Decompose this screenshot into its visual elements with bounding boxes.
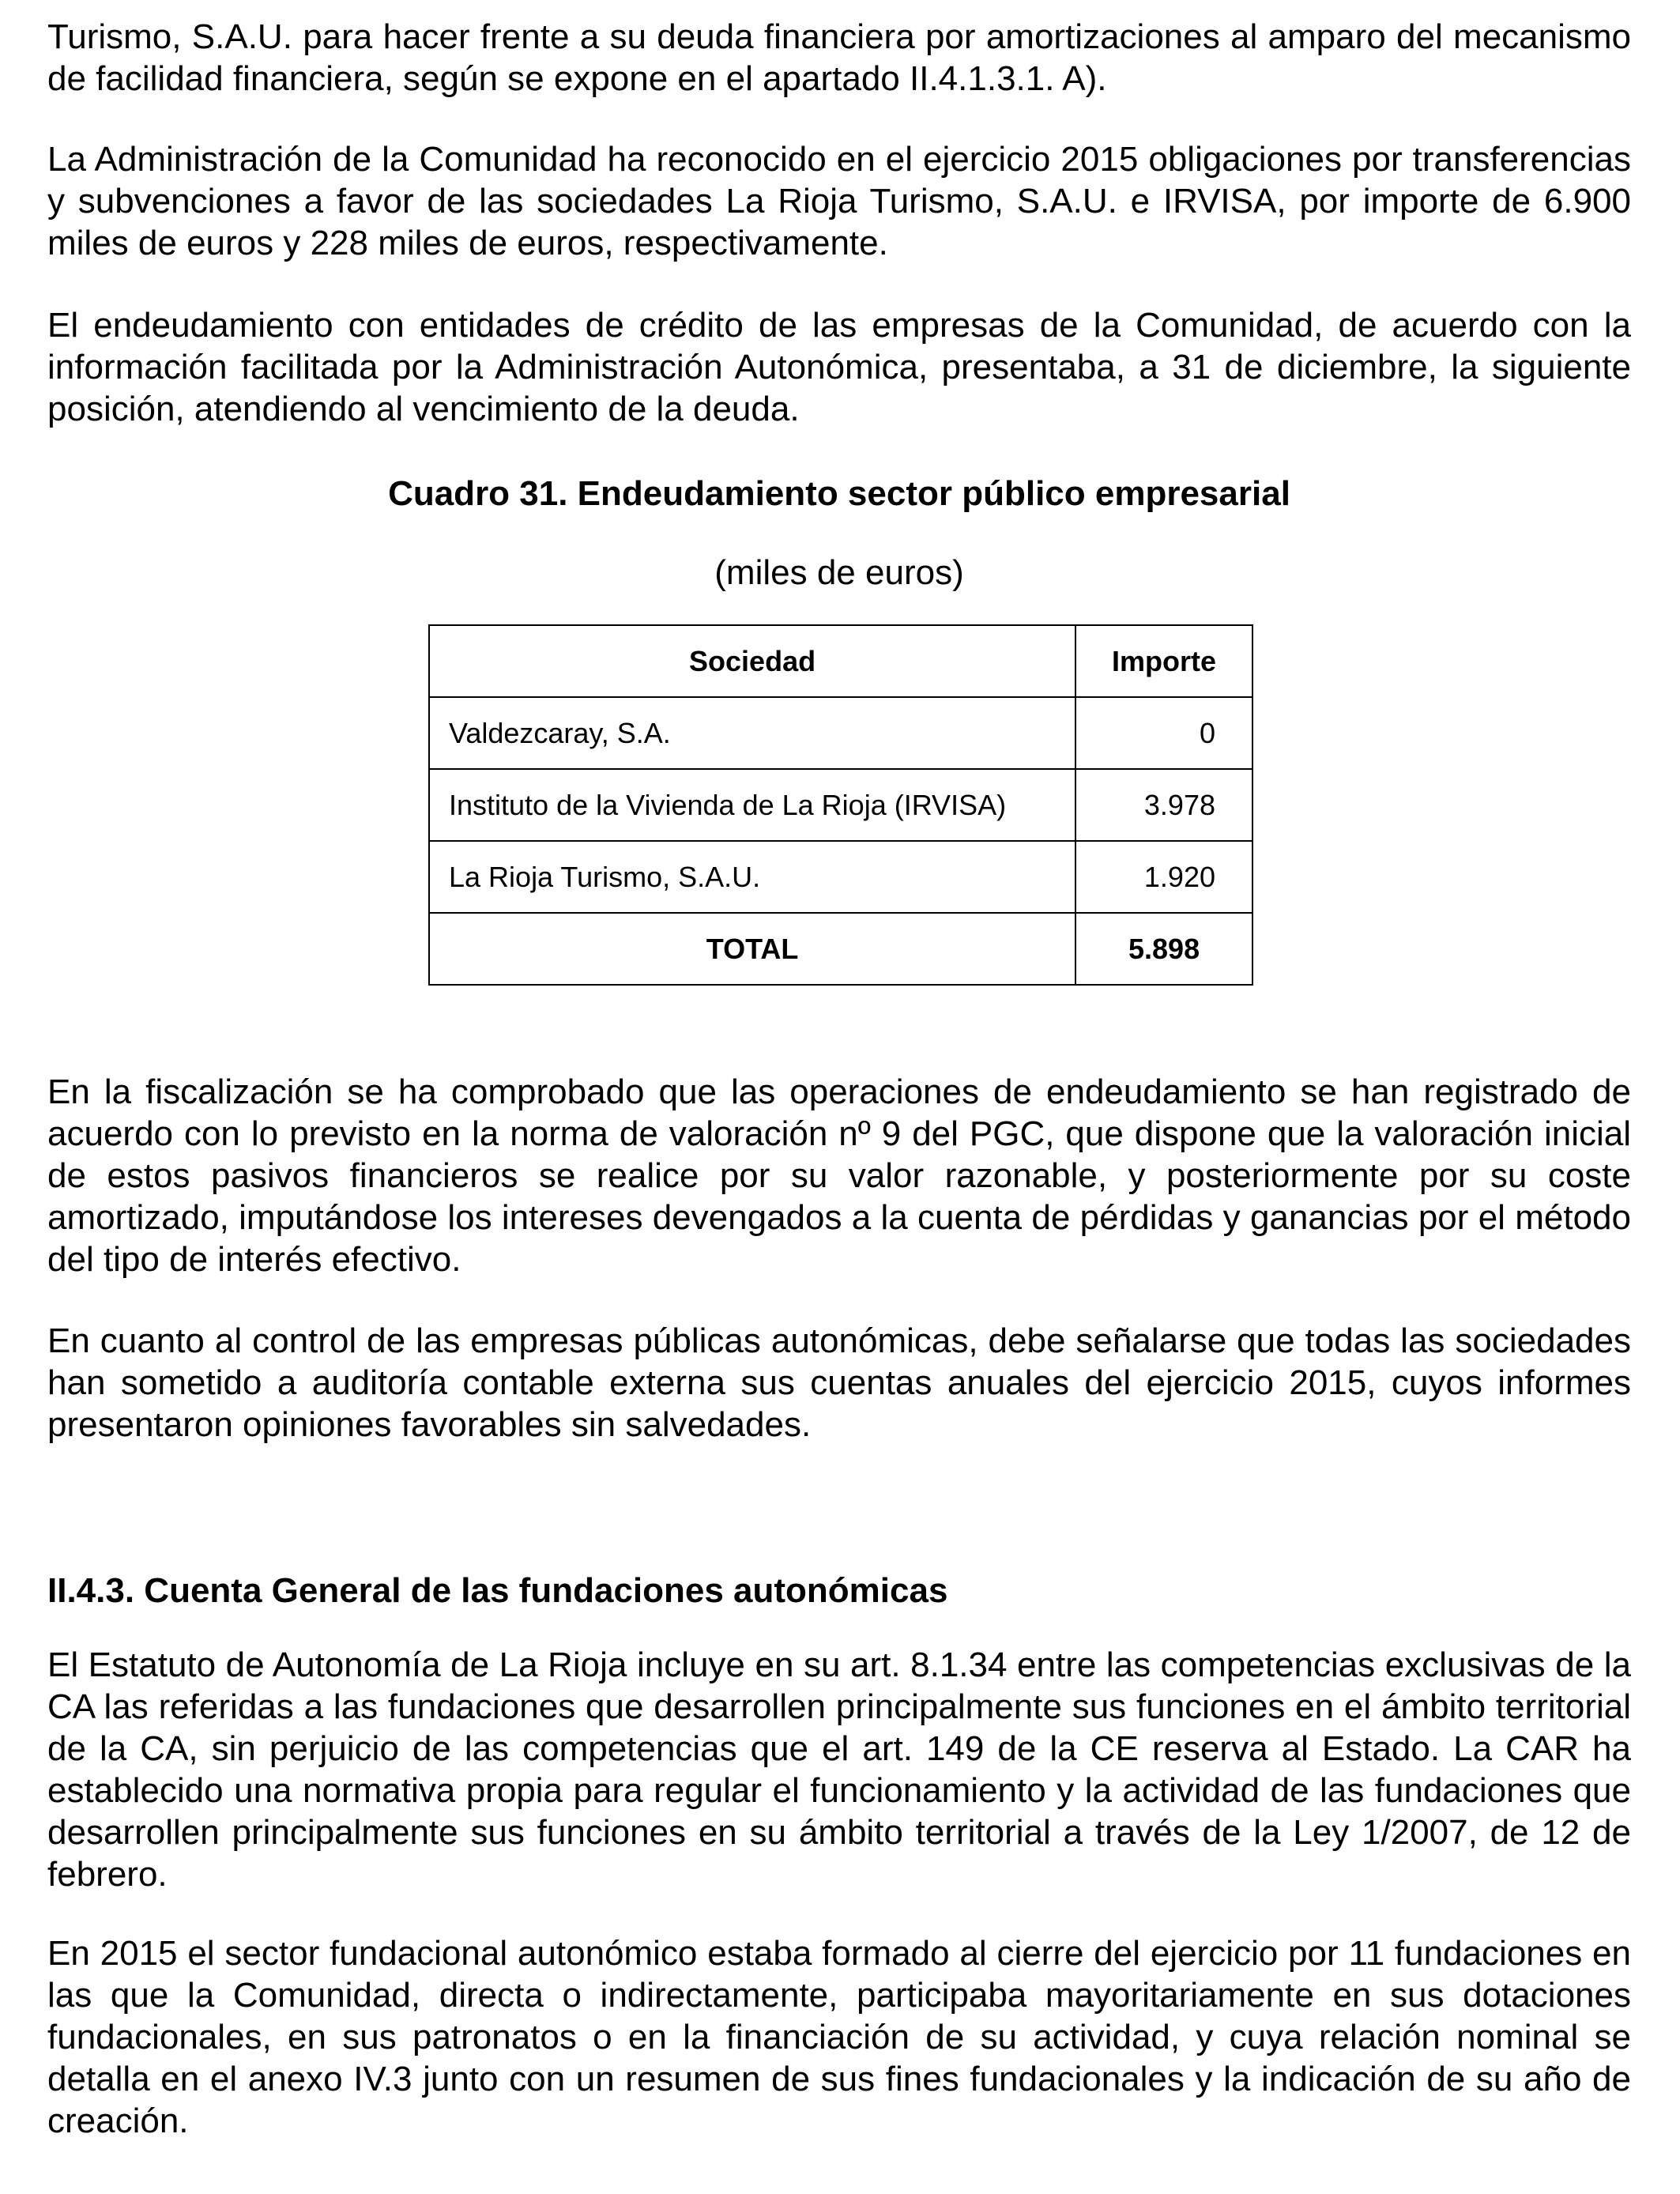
table-header-row [429,625,1252,697]
cell-sociedad: Instituto de la Vivienda de La Rioja (IRVISA) [429,769,1075,841]
header-importe: Importe [1075,625,1252,697]
paragraph-sector-fundacional: En 2015 el sector fundacional autonómico estaba formado al cierre del ejercicio por 11 fundaciones en las que la Comunidad, directa o indirectamente, participaba mayoritariamente en sus dotaciones fundacionales, en sus patronatos o en la financiación de su actividad, y cuya relación nominal se detalla en el anexo IV.3 junto con un resumen de sus fines fundacionales y la indicación de su año de creación. [47,1934,1631,2140]
cell-importe: 1.920 [1075,841,1252,913]
section-heading: II.4.3. Cuenta General de las fundaciones autonómicas [47,1571,948,1610]
total-label: TOTAL [429,913,1075,985]
paragraph-fiscalizacion: En la fiscalización se ha comprobado que las operaciones de endeudamiento se han registrado de acuerdo con lo previsto en la norma de valoración nº 9 del PGC, que dispone que la valoración inicial de estos pasivos financieros se realice por su valor razonable, y posteriormente por su coste amortizado, imputándose los intereses devengados a la cuenta de pérdidas y ganancias por el método del tipo de interés efectivo. [47,1072,1631,1279]
paragraph-control: En cuanto al control de las empresas públicas autonómicas, debe señalarse que todas las sociedades han sometido a auditoría contable externa sus cuentas anuales del ejercicio 2015, cuyos informes presentaron opiniones favorables sin salvedades. [47,1321,1631,1444]
table-total-row [429,913,1252,985]
paragraph-endeudamiento: El endeudamiento con entidades de crédito de las empresas de la Comunidad, de acuerdo con la información facilitada por la Administración Autonómica, presentaba, a 31 de diciembre, la siguiente posición, atendiendo al vencimiento de la deuda. [47,306,1631,428]
cell-importe: 3.978 [1075,769,1252,841]
cell-importe: 0 [1075,697,1252,769]
table-row [429,841,1252,913]
table-caption: Cuadro 31. Endeudamiento sector público empresarial [388,474,1290,513]
paragraph-transferencias: La Administración de la Comunidad ha reconocido en el ejercicio 2015 obligaciones por transferencias y subvenciones a favor de las sociedades La Rioja Turismo, S.A.U. e IRVISA, por importe de 6.900 miles de euros y 228 miles de euros, respectivamente. [47,140,1631,262]
paragraph-estatuto: El Estatuto de Autonomía de La Rioja incluye en su art. 8.1.34 entre las competencias exclusivas de la CA las referidas a las fundaciones que desarrollen principalmente sus funciones en el ámbito territorial de la CA, sin perjuicio de las competencias que el art. 149 de la CE reserva al Estado. La CAR ha establecido una normativa propia para regular el funcionamiento y la actividad de las fundaciones que desarrollen principalmente sus funciones en su ámbito territorial a través de la Ley 1/2007, de 12 de febrero. [47,1646,1631,1894]
cell-sociedad: La Rioja Turismo, S.A.U. [429,841,1075,913]
cell-sociedad: Valdezcaray, S.A. [429,697,1075,769]
table-row [429,697,1252,769]
table-units: (miles de euros) [714,553,964,592]
paragraph-deuda-financiera: Turismo, S.A.U. para hacer frente a su deuda financiera por amortizaciones al amparo del mecanismo de facilidad financiera, según se expone en el apartado II.4.1.3.1. A). [47,17,1631,98]
table-row [429,769,1252,841]
debt-table [428,624,1253,986]
header-sociedad: Sociedad [429,625,1075,697]
total-importe: 5.898 [1075,913,1252,985]
